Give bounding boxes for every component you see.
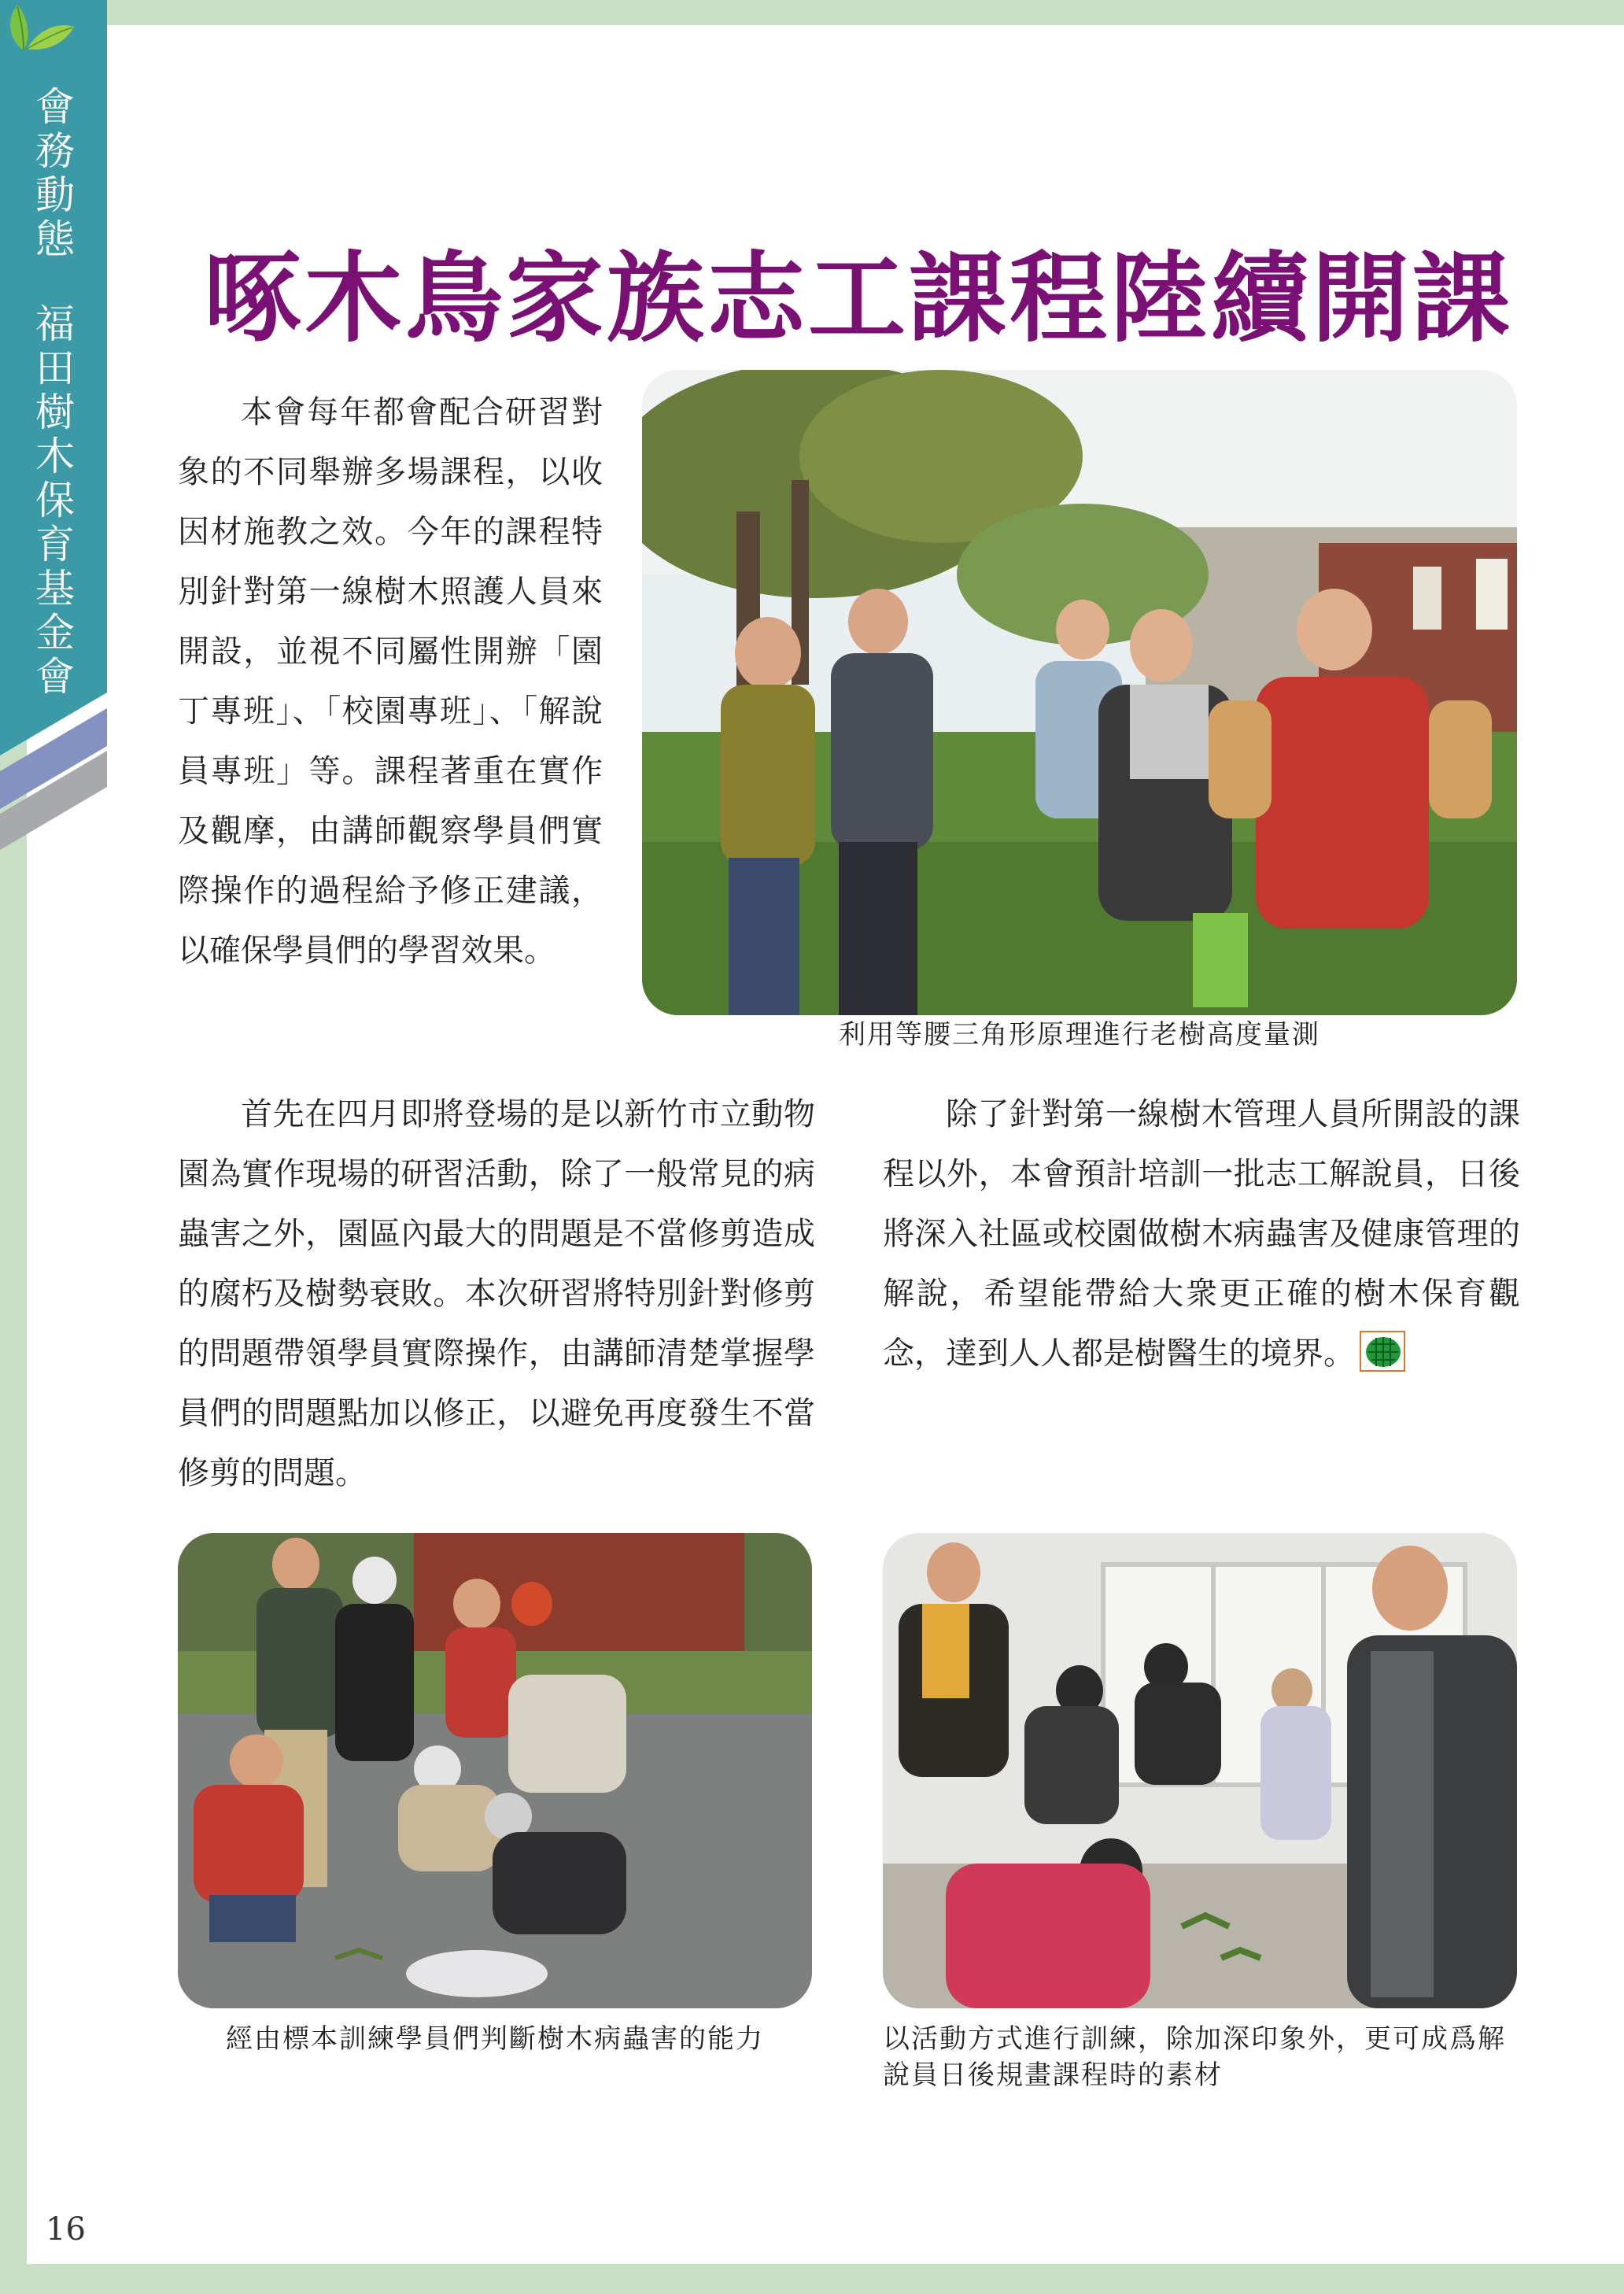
article-end-mark-icon (1360, 1331, 1405, 1372)
photo-specimen-training (178, 1533, 812, 2008)
article-paragraph-3 (883, 1084, 1520, 1383)
photo-caption-1: 利用等腰三角形原理進行老樹高度量測 (839, 1019, 1320, 1051)
photo-illustration (642, 370, 1517, 1015)
article-paragraph-3-text: 除了針對第一線樹木管理人員所開設的課程以外，本會預計培訓一批志工解說員，日後將深入社區或校園做樹木病蟲害及健康管理的解說，希望能帶給大衆更正確的樹木保育觀念，達到人人都是樹醫生的境界。 (883, 1096, 1520, 1372)
photo-activity-training (883, 1533, 1517, 2008)
bottom-border-band (0, 2264, 1624, 2294)
organization-label: 福田樹木保育基金會 (35, 301, 75, 700)
page-number: 16 (46, 2211, 86, 2248)
photo-tree-height-measurement (642, 370, 1517, 1015)
article-paragraph-1: 本會每年都會配合研習對象的不同舉辦多場課程，以收因材施教之效。今年的課程特別針對第一線樹木照護人員來開設，並視不同屬性開辦「園丁專班」、「校園專班」、「解說員專班」等。課程著重在實作及觀摩，由講師觀察學員們實際操作的過程給予修正建議，以確保學員們的學習效果。 (178, 394, 603, 969)
section-label: 會務動態 (35, 84, 75, 262)
section-side-tab (0, 0, 107, 850)
photo-caption-3: 以活動方式進行訓練，除加深印象外，更可成爲解說員日後規畫課程時的素材 (883, 2023, 1506, 2091)
photo-caption-2: 經由標本訓練學員們判斷樹木病蟲害的能力 (226, 2023, 764, 2055)
top-border-band (0, 0, 1624, 25)
article-title: 啄木鳥家族志工課程陸續開課 (203, 242, 1513, 356)
leaf-logo-icon (0, 0, 76, 55)
photo-illustration (178, 1533, 812, 2008)
photo-illustration (883, 1533, 1517, 2008)
article-paragraph-2: 首先在四月即將登場的是以新竹市立動物園為實作現場的研習活動，除了一般常見的病蟲害之外，園區內最大的問題是不當修剪造成的腐朽及樹勢衰敗。本次研習將特別針對修剪的問題帶領學員實際操作，由講師清楚掌握學員們的問題點加以修正，以避免再度發生不當修剪的問題。 (178, 1096, 815, 1491)
